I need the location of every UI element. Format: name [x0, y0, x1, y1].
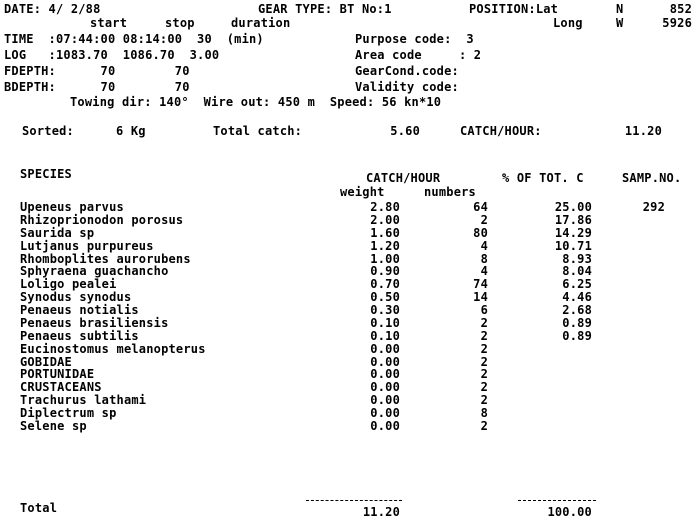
towing-row: Towing dir: 140° Wire out: 450 m Speed: 56 kn*10 — [70, 95, 442, 109]
col-samp-no: SAMP.NO. — [622, 171, 682, 185]
catch-hour-label: CATCH/HOUR: — [460, 124, 542, 138]
pct-of-total: 0.89 — [562, 329, 592, 343]
total-label: Total — [20, 501, 58, 515]
catch-weight: 1.60 — [370, 226, 400, 240]
catch-weight: 1.20 — [370, 239, 400, 253]
species-name: Rhizoprionodon porosus — [20, 213, 184, 227]
species-name: Lutjanus purpureus — [20, 239, 154, 253]
species-name: Sphyraena guachancho — [20, 264, 169, 278]
position-label: POSITION:Lat — [469, 2, 559, 16]
catch-numbers: 8 — [480, 252, 488, 266]
pct-of-total: 0.89 — [562, 316, 592, 330]
purpose-code: Purpose code: 3 — [355, 32, 474, 46]
catch-numbers: 6 — [480, 303, 488, 317]
species-name: Synodus synodus — [20, 290, 132, 304]
pct-of-total: 2.68 — [562, 303, 592, 317]
long-value: 5926 — [662, 16, 692, 30]
col-duration: duration — [231, 16, 291, 30]
pct-of-total: 25.00 — [554, 200, 592, 214]
catch-weight: 0.10 — [370, 316, 400, 330]
species-name: CRUSTACEANS — [20, 380, 102, 394]
sorted-label: Sorted: — [22, 124, 74, 138]
catch-weight: 0.00 — [370, 355, 400, 369]
col-start: start — [90, 16, 128, 30]
catch-weight: 0.00 — [370, 367, 400, 381]
catch-numbers: 4 — [480, 239, 488, 253]
col-species: SPECIES — [20, 167, 72, 181]
sample-number: 292 — [642, 200, 665, 214]
catch-weight: 0.70 — [370, 277, 400, 291]
catch-hour-value: 11.20 — [624, 124, 662, 138]
gear-type: GEAR TYPE: BT No:1 — [258, 2, 392, 16]
pct-of-total: 8.93 — [562, 252, 592, 266]
catch-weight: 2.80 — [370, 200, 400, 214]
species-name: Rhomboplites aurorubens — [20, 252, 191, 266]
catch-numbers: 2 — [480, 213, 488, 227]
species-name: GOBIDAE — [20, 355, 72, 369]
catch-weight: 0.10 — [370, 329, 400, 343]
catch-weight: 0.00 — [370, 393, 400, 407]
sub-weight: weight — [340, 185, 385, 199]
log-row: LOG :1083.70 1086.70 3.00 — [4, 48, 220, 62]
pct-of-total: 10.71 — [554, 239, 592, 253]
catch-numbers: 2 — [480, 380, 488, 394]
species-name: Penaeus brasiliensis — [20, 316, 169, 330]
catch-numbers: 80 — [473, 226, 488, 240]
species-name: Penaeus notialis — [20, 303, 139, 317]
species-name: Eucinostomus melanopterus — [20, 342, 206, 356]
catch-weight: 0.50 — [370, 290, 400, 304]
total-pct: 100.00 — [547, 505, 592, 519]
validity-code: Validity code: — [355, 80, 459, 94]
pct-of-total: 4.46 — [562, 290, 592, 304]
catch-numbers: 2 — [480, 393, 488, 407]
catch-numbers: 64 — [473, 200, 488, 214]
total-catch-value: 5.60 — [390, 124, 420, 138]
catch-weight: 0.30 — [370, 303, 400, 317]
catch-weight: 0.00 — [370, 342, 400, 356]
catch-weight: 0.90 — [370, 264, 400, 278]
date: DATE: 4/ 2/88 — [4, 2, 101, 16]
catch-numbers: 2 — [480, 329, 488, 343]
pct-of-total: 8.04 — [562, 264, 592, 278]
catch-weight: 0.00 — [370, 406, 400, 420]
sorted-value: 6 Kg — [116, 124, 146, 138]
species-name: Selene sp — [20, 419, 87, 433]
catch-weight: 1.00 — [370, 252, 400, 266]
catch-numbers: 8 — [480, 406, 488, 420]
species-name: Penaeus subtilis — [20, 329, 139, 343]
total-catch-label: Total catch: — [213, 124, 303, 138]
long-label: Long — [553, 16, 583, 30]
time-row: TIME :07:44:00 08:14:00 30 (min) — [4, 32, 264, 46]
catch-weight: 2.00 — [370, 213, 400, 227]
total-weight: 11.20 — [362, 505, 400, 519]
lat-value: 852 — [669, 2, 692, 16]
catch-numbers: 4 — [480, 264, 488, 278]
sub-numbers: numbers — [424, 185, 476, 199]
lat-hemisphere: N — [616, 2, 624, 16]
fdepth-row: FDEPTH: 70 70 — [4, 64, 190, 78]
area-code: Area code : 2 — [355, 48, 482, 62]
pct-of-total: 6.25 — [562, 277, 592, 291]
col-stop: stop — [165, 16, 195, 30]
long-hemisphere: W — [616, 16, 624, 30]
catch-weight: 0.00 — [370, 419, 400, 433]
pct-of-total: 17.86 — [554, 213, 592, 227]
species-name: Trachurus lathami — [20, 393, 147, 407]
species-name: PORTUNIDAE — [20, 367, 95, 381]
catch-numbers: 2 — [480, 316, 488, 330]
pct-total-rule — [518, 500, 596, 501]
species-name: Loligo pealei — [20, 277, 117, 291]
catch-numbers: 2 — [480, 342, 488, 356]
catch-numbers: 74 — [473, 277, 488, 291]
catch-numbers: 2 — [480, 367, 488, 381]
catch-weight: 0.00 — [370, 380, 400, 394]
weight-total-rule — [306, 500, 402, 501]
catch-numbers: 2 — [480, 355, 488, 369]
species-name: Diplectrum sp — [20, 406, 117, 420]
pct-of-total: 14.29 — [554, 226, 592, 240]
species-name: Saurida sp — [20, 226, 95, 240]
col-pct-total: % OF TOT. C — [502, 171, 584, 185]
species-name: Upeneus parvus — [20, 200, 124, 214]
catch-numbers: 14 — [473, 290, 488, 304]
catch-numbers: 2 — [480, 419, 488, 433]
bdepth-row: BDEPTH: 70 70 — [4, 80, 190, 94]
gearcond-code: GearCond.code: — [355, 64, 459, 78]
col-catch-hour: CATCH/HOUR — [366, 171, 441, 185]
